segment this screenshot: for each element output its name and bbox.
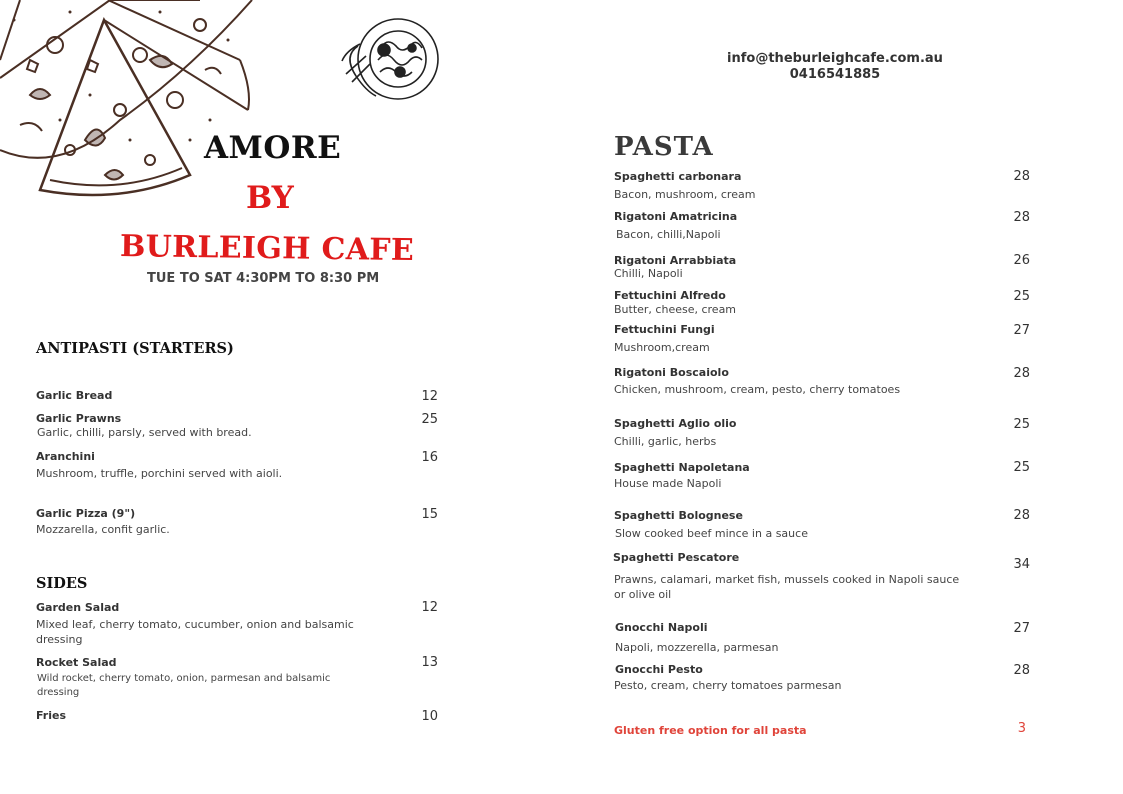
contact-phone[interactable]: 0416541885 [789,67,881,82]
menu-item-name: Garden Salad [36,601,120,614]
menu-item-name: Aranchini [36,450,95,463]
menu-item-price: 28 [1013,210,1030,225]
spaghetti-plate-illustration [338,16,442,102]
menu-item-price: 15 [421,507,438,522]
menu-item-name: Rigatoni Amatricina [614,210,738,223]
menu-item-description: Mixed leaf, cherry tomato, cucumber, onion and balsamic [36,618,354,631]
menu-item-price: 12 [421,600,438,615]
menu-item-price: 13 [421,655,438,670]
menu-item-name: Garlic Pizza (9") [36,507,136,520]
menu-item-description: or olive oil [614,588,672,601]
menu-item-price: 25 [421,412,438,427]
menu-item-price: 10 [421,709,438,724]
menu-item-description: Chicken, mushroom, cream, pesto, cherry tomatoes [614,383,901,396]
menu-item-name: Rigatoni Arrabbiata [614,254,737,267]
menu-item-description: Prawns, calamari, market fish, mussels cooked in Napoli sauce [614,573,960,586]
antipasti-heading: ANTIPASTI (STARTERS) [36,340,234,357]
pizza-slices-illustration [0,0,260,210]
pasta-heading: PASTA [614,132,714,162]
menu-item-price: 16 [421,450,438,465]
menu-item-name: Garlic Bread [36,389,113,402]
menu-item-price: 34 [1013,557,1030,572]
menu-item-name: Spaghetti Aglio olio [614,417,737,430]
menu-item-description: Slow cooked beef mince in a sauce [615,527,808,540]
menu-item-name: Gnocchi Pesto [615,663,703,676]
menu-item-description: Napoli, mozzerella, parmesan [615,641,779,654]
menu-item-price: 28 [1013,508,1030,523]
menu-item-name: Fettuchini Alfredo [614,289,726,302]
menu-item-price: 25 [1013,289,1030,304]
opening-hours: TUE TO SAT 4:30PM TO 8:30 PM [147,271,380,286]
page-number: 3 [1017,721,1026,736]
menu-item-description: Bacon, mushroom, cream [614,188,756,201]
brand-by: BY [246,180,294,216]
menu-item-description: Butter, cheese, cream [614,303,737,316]
menu-item-name: Spaghetti Napoletana [614,461,750,474]
menu-item-price: 26 [1013,253,1030,268]
menu-item-price: 28 [1013,663,1030,678]
menu-item-description: dressing [37,687,80,698]
menu-item-price: 27 [1013,621,1030,636]
menu-item-description: Pesto, cream, cherry tomatoes parmesan [614,679,842,692]
menu-item-name: Fries [36,709,67,722]
menu-item-description: Bacon, chilli,Napoli [616,228,721,241]
menu-item-description: Chilli, Napoli [614,267,683,280]
menu-item-description: Wild rocket, cherry tomato, onion, parmesan and balsamic [37,673,331,684]
menu-item-name: Rigatoni Boscaiolo [614,366,729,379]
menu-item-name: Spaghetti Bolognese [614,509,743,522]
menu-item-description: Garlic, chilli, parsly, served with bread. [37,426,252,439]
menu-item-price: 28 [1013,366,1030,381]
menu-item-name: Rocket Salad [36,656,117,669]
brand-burleigh-cafe: BURLEIGH CAFE [119,229,415,269]
menu-item-name: Fettuchini Fungi [614,323,715,336]
menu-item-name: Gnocchi Napoli [615,621,708,634]
menu-item-price: 28 [1013,169,1030,184]
menu-item-description: House made Napoli [614,477,722,490]
menu-item-description: Mushroom,cream [614,341,710,354]
gluten-free-note: Gluten free option for all pasta [614,724,807,737]
menu-item-name: Spaghetti carbonara [614,170,742,183]
brand-amore: AMORE [204,130,342,166]
menu-item-description: Chilli, garlic, herbs [614,435,717,448]
menu-item-description: Mozzarella, confit garlic. [36,523,170,536]
contact-email[interactable]: info@theburleighcafe.com.au [727,51,943,66]
menu-item-price: 25 [1013,460,1030,475]
menu-item-price: 27 [1013,323,1030,338]
menu-item-price: 25 [1013,417,1030,432]
menu-item-name: Spaghetti Pescatore [613,551,740,564]
menu-item-name: Garlic Prawns [36,412,122,425]
sides-heading: SIDES [36,575,88,592]
menu-item-price: 12 [421,389,438,404]
menu-item-description: dressing [36,633,83,646]
menu-item-description: Mushroom, truffle, porchini served with aioli. [36,467,283,480]
